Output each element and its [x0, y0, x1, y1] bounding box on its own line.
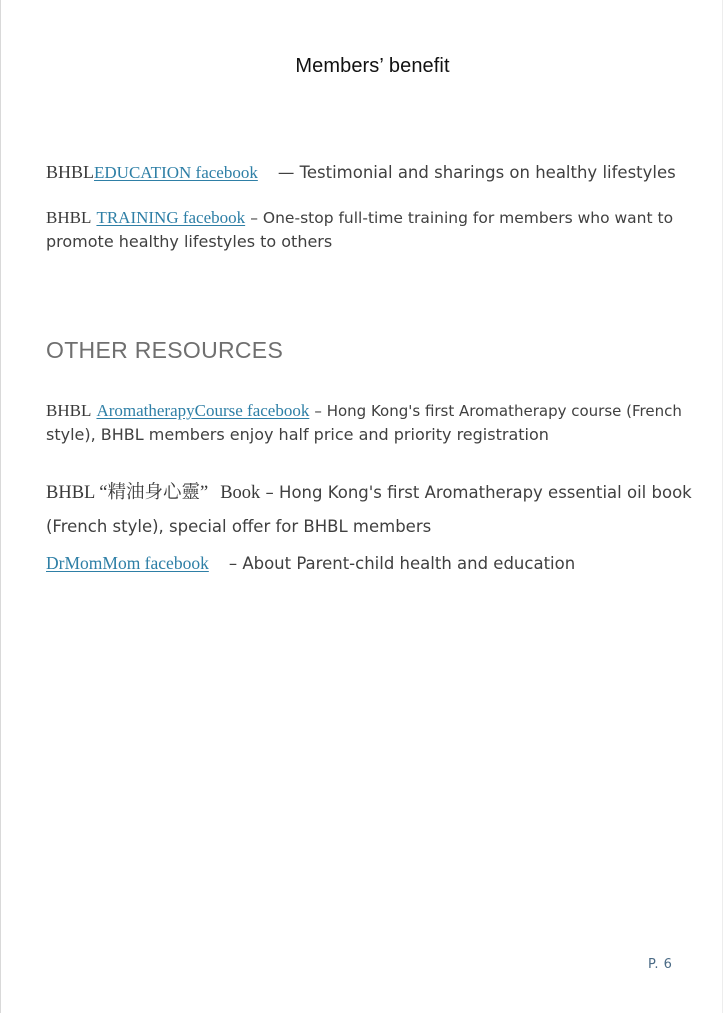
education-facebook-link[interactable]: EDUCATION facebook — [94, 163, 258, 182]
book-word: Book — [220, 483, 261, 503]
page-border-left — [0, 0, 1, 1013]
training-description-tail: promote healthy lifestyles to others — [46, 232, 333, 251]
book-title-label: BHBL “精油身心靈” — [46, 483, 209, 503]
education-description: — Testimonial and sharings on healthy lifestyles — [277, 163, 676, 182]
training-facebook-link[interactable]: TRAINING facebook — [96, 208, 246, 227]
page-title: Members’ benefit — [295, 55, 450, 77]
essential-oil-book-entry — [46, 476, 696, 544]
education-facebook-entry — [46, 162, 696, 183]
aromatherapy-course-facebook-link[interactable]: AromatherapyCourse facebook — [96, 401, 310, 420]
brand-label: BHBL — [46, 401, 92, 420]
brand-label: BHBL — [46, 208, 92, 227]
aromatherapy-course-description-head: – Hong Kong's first Aromatherapy course (French — [314, 402, 682, 420]
other-resources-heading: OTHER RESOURCES — [46, 337, 284, 363]
book-description-tail: (French style), special offer for BHBL members — [46, 517, 432, 536]
aromatherapy-course-entry — [46, 399, 696, 447]
brand-label: BHBL — [46, 162, 95, 182]
book-description-head: – Hong Kong's first Aromatherapy essential oil book — [265, 483, 692, 502]
training-description-head: – One-stop full-time training for members who want to — [250, 209, 674, 227]
page-number: P. 6 — [648, 957, 673, 972]
drmommom-description: – About Parent-child health and education — [228, 554, 576, 573]
training-facebook-entry — [46, 206, 696, 254]
drmommom-facebook-link[interactable]: DrMomMom facebook — [46, 553, 209, 573]
drmommom-entry — [46, 553, 696, 574]
aromatherapy-course-description-tail: style), BHBL members enjoy half price and priority registration — [46, 425, 549, 444]
